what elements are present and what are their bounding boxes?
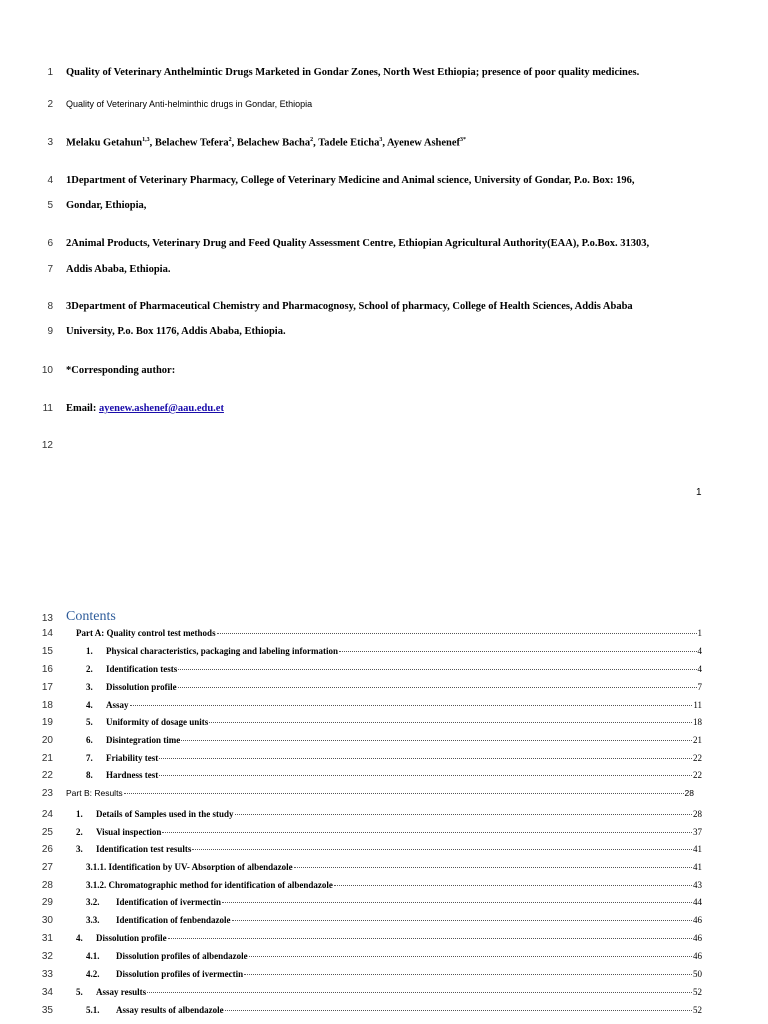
toc-label: Part A: Quality control test methods — [76, 628, 216, 638]
toc-entry[interactable] — [86, 862, 702, 872]
toc-entry[interactable] — [66, 788, 694, 798]
toc-leader — [147, 991, 692, 993]
toc-leader — [178, 668, 696, 670]
line-number: 3 — [47, 137, 53, 148]
toc-entry[interactable] — [86, 969, 702, 979]
toc-page: 21 — [693, 735, 702, 745]
line-number: 27 — [41, 862, 53, 873]
email-link[interactable]: ayenew.ashenef@aau.edu.et — [98, 403, 224, 414]
line-number: 25 — [41, 827, 53, 838]
toc-page: 37 — [693, 827, 702, 837]
toc-page: 52 — [693, 987, 702, 997]
line-number: 24 — [41, 809, 53, 820]
line-number: 34 — [41, 987, 53, 998]
toc-leader — [217, 632, 697, 634]
toc-label: Identification of fenbendazole — [116, 915, 231, 925]
line-number: 4 — [47, 175, 53, 186]
toc-page: 52 — [693, 1005, 702, 1015]
toc-entry[interactable] — [86, 717, 702, 727]
toc-page: 7 — [697, 682, 702, 692]
toc-label: Disintegration time — [106, 735, 181, 745]
email-line — [66, 403, 224, 414]
author-affiliation-sup: 1,3 — [142, 137, 150, 143]
toc-leader — [294, 866, 692, 868]
line-number: 17 — [41, 682, 53, 693]
line-number: 1 — [47, 67, 53, 78]
toc-page: 4 — [697, 646, 702, 656]
toc-leader — [339, 650, 696, 652]
toc-entry[interactable] — [86, 735, 702, 745]
affiliation-3: 3Department of Pharmaceutical Chemistry and Pharmacognosy, School of pharmacy, College of Health Sciences, Addis Ababa — [66, 301, 633, 312]
toc-leader — [130, 704, 693, 706]
author-affiliation-sup: 2 — [310, 137, 314, 143]
line-number: 31 — [41, 933, 53, 944]
toc-entry[interactable] — [86, 951, 702, 961]
email-label: Email: — [66, 403, 99, 414]
toc-page: 46 — [693, 933, 702, 943]
author-affiliation-sup: 2 — [228, 137, 232, 143]
toc-label: Details of Samples used in the study — [96, 809, 234, 819]
line-number: 32 — [41, 951, 53, 962]
line-number: 22 — [41, 770, 53, 781]
toc-number: 5.1. — [86, 1005, 100, 1015]
line-number: 6 — [47, 238, 53, 249]
toc-number: 2. — [86, 664, 93, 674]
toc-label: Dissolution profiles of ivermectin — [116, 969, 244, 979]
line-number: 20 — [41, 735, 53, 746]
toc-label: Assay results of albendazole — [116, 1005, 224, 1015]
line-number: 11 — [42, 403, 53, 414]
toc-page: 4 — [697, 664, 702, 674]
toc-page: 22 — [693, 753, 702, 763]
toc-label: Dissolution profile — [96, 933, 167, 943]
toc-number: 6. — [86, 735, 93, 745]
toc-entry[interactable] — [86, 700, 702, 710]
toc-entry[interactable] — [86, 646, 702, 656]
toc-leader — [244, 973, 692, 975]
toc-page: 1 — [697, 628, 702, 638]
author-name: Belachew Bacha — [236, 137, 311, 149]
page-number: 1 — [696, 487, 702, 498]
paper-title: Quality of Veterinary Anthelmintic Drugs Marketed in Gondar Zones, North West Ethiopia; presence of poor quality medicines. — [66, 67, 640, 78]
line-number: 15 — [41, 646, 53, 657]
affiliation-1: 1Department of Veterinary Pharmacy, College of Veterinary Medicine and Animal science, University of Gondar, P.o. Box: 196, — [66, 175, 635, 186]
toc-number: 1. — [76, 809, 83, 819]
toc-label: Part B: Results — [66, 788, 123, 798]
toc-page: 50 — [693, 969, 702, 979]
line-number: 21 — [41, 753, 53, 764]
toc-number: 8. — [86, 770, 93, 780]
author-separator: , — [382, 137, 388, 149]
toc-leader — [181, 739, 692, 741]
toc-page: 11 — [693, 700, 702, 710]
toc-number: 4. — [76, 933, 83, 943]
toc-page: 46 — [693, 951, 702, 961]
toc-label: Visual inspection — [96, 827, 162, 837]
toc-number: 7. — [86, 753, 93, 763]
author-affiliation-sup: 3* — [460, 137, 467, 143]
line-number: 35 — [41, 1005, 53, 1016]
toc-label: Physical characteristics, packaging and labeling information — [106, 646, 339, 656]
toc-leader — [168, 937, 692, 939]
author-name: Melaku Getahun — [66, 137, 143, 149]
toc-leader — [232, 919, 693, 921]
author-name: Tadele Eticha — [318, 137, 380, 149]
line-number: 29 — [41, 897, 53, 908]
toc-label: Identification tests — [106, 664, 178, 674]
line-number: 10 — [41, 365, 53, 376]
toc-leader — [192, 848, 692, 850]
toc-number: 5. — [76, 987, 83, 997]
line-number: 13 — [41, 613, 53, 624]
affiliation-3-cont: University, P.o. Box 1176, Addis Ababa, Ethiopia. — [66, 326, 286, 337]
toc-entry[interactable] — [86, 880, 702, 890]
toc-label: 3.1.1. Identification by UV- Absorption of albendazole — [86, 862, 293, 872]
line-number: 12 — [41, 440, 53, 451]
line-number: 30 — [41, 915, 53, 926]
toc-leader — [249, 955, 692, 957]
affiliation-2-cont: Addis Ababa, Ethiopia. — [66, 264, 171, 275]
toc-number: 3.2. — [86, 897, 100, 907]
line-number: 5 — [47, 200, 53, 211]
toc-label: Identification test results — [96, 844, 192, 854]
line-number: 16 — [41, 664, 53, 675]
affiliation-1-cont: Gondar, Ethiopia, — [66, 200, 147, 211]
toc-leader — [162, 831, 692, 833]
line-number: 8 — [47, 301, 53, 312]
toc-page: 43 — [693, 880, 702, 890]
author-name: Belachew Tefera — [154, 137, 229, 149]
line-number: 26 — [41, 844, 53, 855]
toc-entry[interactable] — [86, 915, 702, 925]
toc-number: 4.2. — [86, 969, 100, 979]
line-number: 19 — [41, 717, 53, 728]
toc-entry[interactable] — [86, 753, 702, 763]
toc-number: 4. — [86, 700, 93, 710]
toc-number: 4.1. — [86, 951, 100, 961]
author-separator: , — [231, 137, 237, 149]
author-separator: , — [149, 137, 155, 149]
toc-leader — [124, 792, 684, 794]
toc-label: Uniformity of dosage units — [106, 717, 209, 727]
toc-page: 41 — [693, 844, 702, 854]
affiliation-2: 2Animal Products, Veterinary Drug and Feed Quality Assessment Centre, Ethiopian Agricultural Authority(EAA), P.o.Box. 31303, — [66, 238, 650, 249]
author-separator: , — [313, 137, 319, 149]
toc-entry[interactable] — [86, 1005, 702, 1015]
toc-page: 28 — [693, 809, 702, 819]
toc-entry[interactable] — [76, 628, 702, 638]
toc-leader — [235, 813, 692, 815]
toc-number: 3. — [76, 844, 83, 854]
toc-label: Dissolution profile — [106, 682, 177, 692]
toc-number: 5. — [86, 717, 93, 727]
toc-entry[interactable] — [76, 827, 702, 837]
line-number: 2 — [47, 99, 53, 110]
toc-number: 1. — [86, 646, 93, 656]
line-number: 23 — [41, 788, 53, 799]
contents-heading: Contents — [66, 609, 116, 624]
toc-entry[interactable] — [86, 897, 702, 907]
line-number: 9 — [47, 326, 53, 337]
toc-entry[interactable] — [76, 987, 702, 997]
toc-leader — [209, 721, 692, 723]
author-list — [66, 137, 466, 149]
toc-page: 41 — [693, 862, 702, 872]
toc-page: 18 — [693, 717, 702, 727]
author-affiliation-sup: 3 — [379, 137, 383, 143]
toc-entry[interactable] — [76, 933, 702, 943]
line-number: 14 — [41, 628, 53, 639]
toc-label: Assay results — [96, 987, 147, 997]
toc-entry[interactable] — [76, 809, 702, 819]
toc-entry[interactable] — [86, 770, 702, 780]
toc-label: Identification of ivermectin — [116, 897, 221, 907]
toc-label: Dissolution profiles of albendazole — [116, 951, 248, 961]
toc-leader — [334, 884, 692, 886]
toc-page: 28 — [684, 788, 694, 798]
toc-number: 3.3. — [86, 915, 100, 925]
corresponding-author: *Corresponding author: — [66, 365, 176, 376]
running-title: Quality of Veterinary Anti-helminthic drugs in Gondar, Ethiopia — [66, 99, 313, 109]
toc-leader — [225, 1009, 692, 1011]
toc-label: 3.1.2. Chromatographic method for identification of albendazole — [86, 880, 333, 890]
toc-entry[interactable] — [76, 844, 702, 854]
toc-leader — [178, 686, 697, 688]
toc-label: Hardness test — [106, 770, 159, 780]
toc-entry[interactable] — [86, 664, 702, 674]
toc-page: 46 — [693, 915, 702, 925]
toc-label: Friability test — [106, 753, 159, 763]
line-number: 28 — [41, 880, 53, 891]
toc-leader — [222, 901, 692, 903]
line-number: 7 — [47, 264, 53, 275]
toc-leader — [159, 774, 692, 776]
toc-page: 44 — [693, 897, 702, 907]
author-name: Ayenew Ashenef — [387, 137, 461, 149]
toc-page: 22 — [693, 770, 702, 780]
line-number: 33 — [41, 969, 53, 980]
toc-entry[interactable] — [86, 682, 702, 692]
toc-number: 2. — [76, 827, 83, 837]
line-number: 18 — [41, 700, 53, 711]
toc-label: Assay — [106, 700, 129, 710]
toc-number: 3. — [86, 682, 93, 692]
toc-leader — [159, 757, 692, 759]
